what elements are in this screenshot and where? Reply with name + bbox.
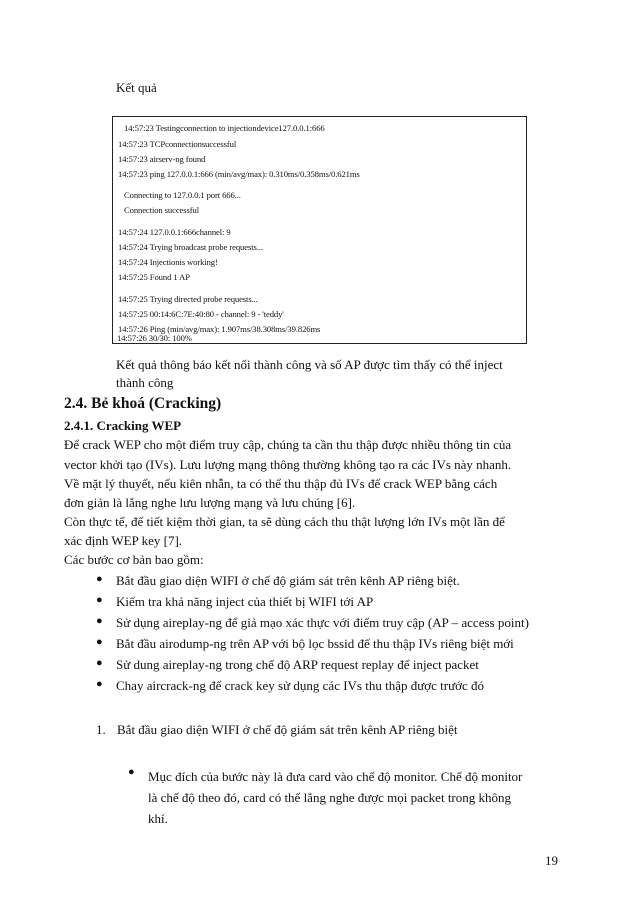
- result-label: Kết quả: [116, 80, 157, 95]
- console-line: 14:57:24 Injectionis working!: [118, 257, 218, 267]
- console-line: 14:57:26 Ping (min/avg/max): 1.907ms/38.308ms/39.826ms: [118, 324, 321, 334]
- bullet-icon: ●: [96, 678, 103, 690]
- bullet-icon: ●: [128, 766, 135, 778]
- console-line: 14:57:24 Trying broadcast probe requests...: [118, 242, 263, 252]
- paragraph-line: Về mặt lý thuyết, nếu kiên nhẫn, ta có thể thu thập đủ IVs để crack WEP bằng cách: [64, 476, 498, 491]
- paragraph-line: xác định WEP key [7].: [64, 533, 183, 548]
- sub-bullet-line: Mục đích của bước này là đưa card vào chế độ monitor. Chế độ monitor: [148, 769, 523, 784]
- paragraph-line: vector khởi tạo (IVs). Lưu lượng mạng thông thường không tạo ra các IVs này nhanh.: [64, 457, 512, 472]
- step-text: Chay aircrack-ng để crack key sử dụng các IVs thu thập được trước đó: [116, 678, 485, 693]
- subsection-heading: 2.4.1. Cracking WEP: [64, 418, 182, 433]
- paragraph-line: Còn thực tế, để tiết kiệm thời gian, ta sẽ dùng cách thu thật lượng lớn IVs một lần để: [64, 514, 505, 529]
- console-line: 14:57:23 airserv-ng found: [118, 154, 206, 164]
- item-text: Bắt đầu giao diện WIFI ở chế độ giám sát trên kênh AP riêng biệt: [117, 722, 458, 737]
- paragraph-line: Để crack WEP cho một điểm truy cập, chúng ta cần thu thập được nhiều thông tin của: [64, 437, 512, 452]
- bullet-icon: ●: [96, 657, 103, 669]
- bullet-icon: ●: [96, 573, 103, 585]
- paragraph-line: đơn giản là lắng nghe lưu lượng mạng và lưu chúng [6].: [64, 495, 356, 510]
- console-line: 14:57:23 Testingconnection to injectiondevice127.0.0.1:666: [124, 123, 325, 133]
- console-line: 14:57:26 30/30: 100%: [117, 333, 192, 343]
- sub-bullet-text: [148, 766, 522, 829]
- sub-bullet-line: là chế độ theo đó, card có thể lắng nghe được mọi packet trong không: [148, 790, 512, 805]
- numbered-item: [96, 722, 457, 738]
- step-text: Bắt đầu giao diện WIFI ở chế độ giám sát trên kênh AP riêng biệt.: [116, 573, 460, 588]
- page-number: 19: [545, 853, 558, 868]
- console-line: Connection successful: [124, 205, 199, 215]
- step-text: Sử dụng aireplay-ng để giả mạo xác thực với điểm truy cập (AP – access point): [116, 615, 529, 630]
- summary-line: thành công: [116, 375, 174, 390]
- step-text: Bắt đầu airodump-ng trên AP với bộ lọc bssid để thu thập IVs riêng biệt mới: [116, 636, 514, 651]
- bullet-icon: ●: [96, 636, 103, 648]
- console-line: 14:57:24 127.0.0.1:666channel: 9: [118, 227, 231, 237]
- sub-bullet-line: khí.: [148, 811, 168, 826]
- console-line: Connecting to 127.0.0.1 port 666...: [124, 190, 241, 200]
- console-line: 14:57:25 Found 1 AP: [118, 272, 190, 282]
- console-line: 14:57:25 Trying directed probe requests...: [118, 294, 258, 304]
- section-heading: 2.4. Bẻ khoá (Cracking): [64, 395, 222, 412]
- summary-line: Kết quả thông báo kết nối thành công và số AP được tìm thấy có thể inject: [116, 357, 503, 372]
- paragraph-line: Các bước cơ bản bao gồm:: [64, 552, 204, 567]
- item-number: 1.: [96, 722, 106, 737]
- console-output-box: [112, 116, 527, 344]
- console-line: 14:57:23 TCPconnectionsuccessful: [118, 139, 237, 149]
- console-line: 14:57:23 ping 127.0.0.1:666 (min/avg/max): 0.310ms/0.358ms/0.621ms: [118, 169, 360, 179]
- step-text: Sử dung aireplay-ng trong chế độ ARP request replay để inject packet: [116, 657, 479, 672]
- bullet-icon: ●: [96, 615, 103, 627]
- console-line: 14:57:25 00:14:6C:7E:40:80 - channel: 9 - 'teddy': [118, 309, 284, 319]
- step-text: Kiểm tra khả năng inject của thiết bị WIFI tới AP: [116, 594, 374, 609]
- bullet-icon: ●: [96, 594, 103, 606]
